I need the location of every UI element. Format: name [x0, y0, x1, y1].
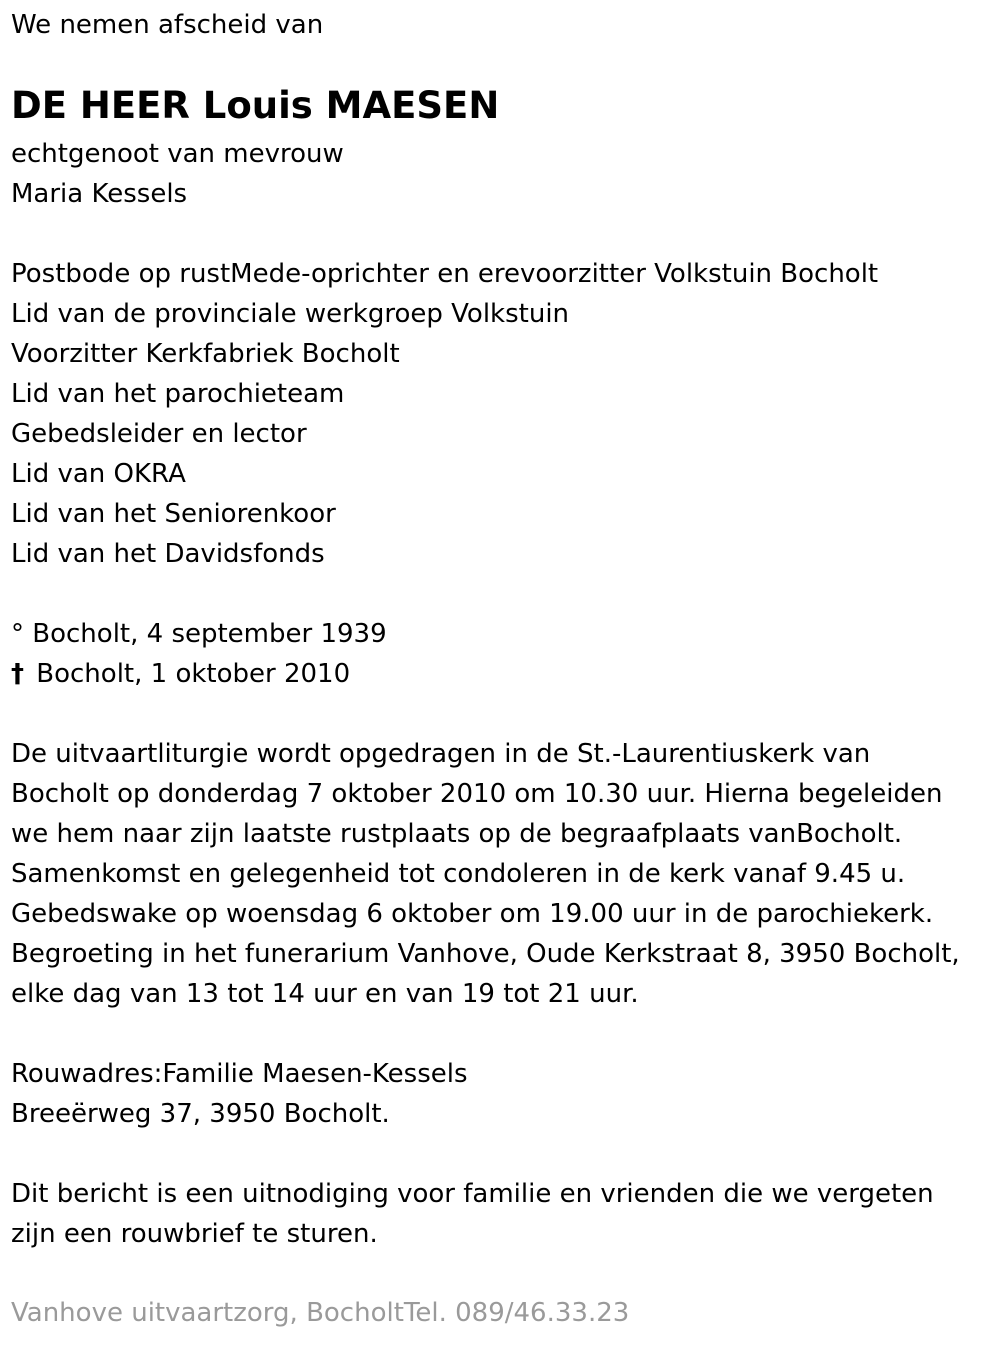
- ceremony-line: we hem naar zijn laatste rustplaats op de begraafplaats vanBocholt.: [11, 819, 903, 849]
- role-item: Gebedsleider en lector: [11, 419, 307, 449]
- invitation-paragraph: [11, 1174, 934, 1254]
- footer-credit: Vanhove uitvaartzorg, BocholtTel. 089/46.33.23: [11, 1298, 630, 1328]
- death-line: [11, 654, 387, 694]
- address-line: Breeërweg 37, 3950 Bocholt.: [11, 1099, 390, 1129]
- invitation-line: Dit bericht is een uitnodiging voor familie en vrienden die we vergeten: [11, 1179, 934, 1209]
- role-item: Postbode op rustMede-oprichter en erevoorzitter Volkstuin Bocholt: [11, 259, 879, 289]
- roles-list: [11, 254, 878, 574]
- role-item: Lid van OKRA: [11, 459, 186, 489]
- spouse-line: echtgenoot van mevrouw: [11, 139, 344, 169]
- spouse-section: [11, 134, 344, 214]
- deceased-name: DE HEER Louis MAESEN: [11, 84, 500, 127]
- intro-text: We nemen afscheid van: [11, 10, 324, 40]
- cross-icon: †: [11, 659, 24, 689]
- birth-line: [11, 614, 387, 654]
- birth-symbol: °: [11, 619, 24, 649]
- address-line: Rouwadres:Familie Maesen-Kessels: [11, 1059, 468, 1089]
- mourning-address: [11, 1054, 468, 1134]
- death-text: Bocholt, 1 oktober 2010: [36, 659, 351, 689]
- role-item: Lid van de provinciale werkgroep Volkstuin: [11, 299, 570, 329]
- dates-section: [11, 614, 387, 694]
- birth-text: Bocholt, 4 september 1939: [32, 619, 387, 649]
- invitation-line: zijn een rouwbrief te sturen.: [11, 1219, 378, 1249]
- role-item: Lid van het parochieteam: [11, 379, 345, 409]
- role-item: Voorzitter Kerkfabriek Bocholt: [11, 339, 400, 369]
- ceremony-line: Gebedswake op woensdag 6 oktober om 19.00 uur in de parochiekerk.: [11, 899, 934, 929]
- spouse-name: Maria Kessels: [11, 179, 188, 209]
- ceremony-line: Begroeting in het funerarium Vanhove, Oude Kerkstraat 8, 3950 Bocholt,: [11, 939, 960, 969]
- ceremony-paragraph: [11, 734, 960, 1014]
- ceremony-line: De uitvaartliturgie wordt opgedragen in de St.-Laurentiuskerk van: [11, 739, 871, 769]
- role-item: Lid van het Davidsfonds: [11, 539, 325, 569]
- ceremony-line: Bocholt op donderdag 7 oktober 2010 om 10.30 uur. Hierna begeleiden: [11, 779, 943, 809]
- ceremony-line: Samenkomst en gelegenheid tot condoleren in de kerk vanaf 9.45 u.: [11, 859, 906, 889]
- role-item: Lid van het Seniorenkoor: [11, 499, 336, 529]
- ceremony-line: elke dag van 13 tot 14 uur en van 19 tot 21 uur.: [11, 979, 639, 1009]
